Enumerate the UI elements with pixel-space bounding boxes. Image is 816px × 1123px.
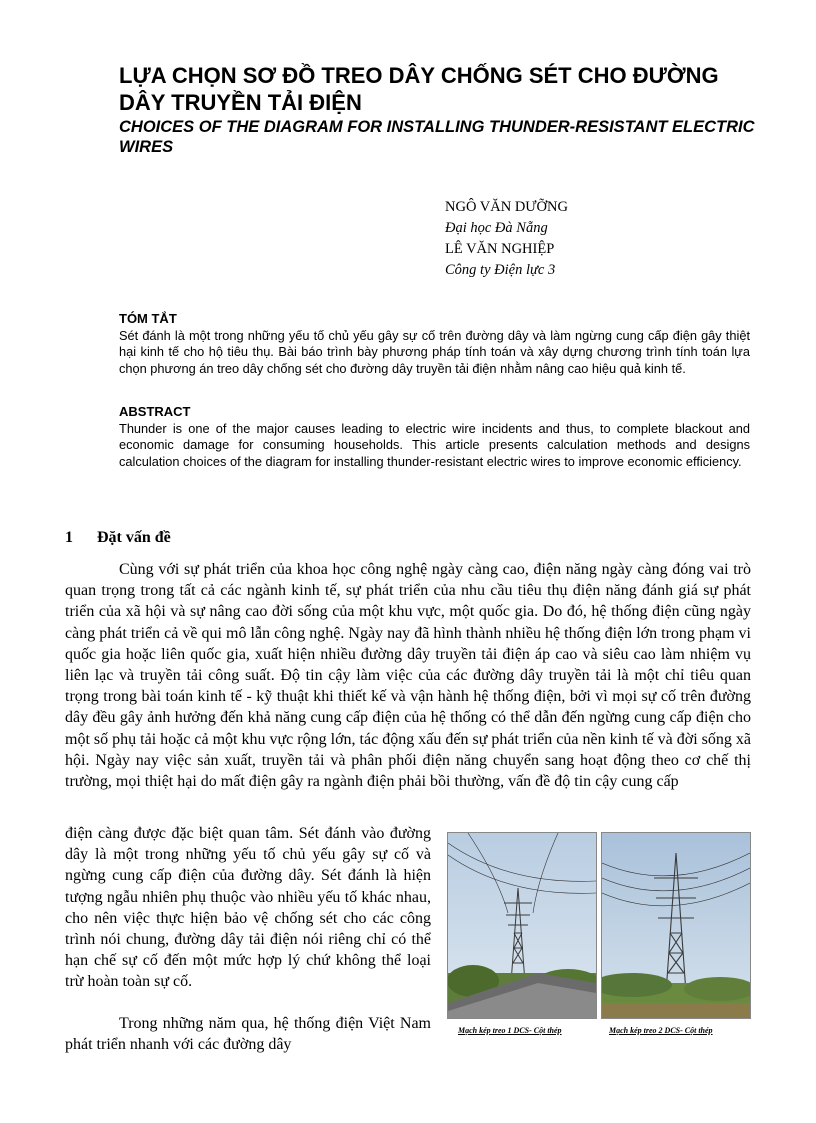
- tower-photo-figure: [443, 827, 749, 1049]
- tom-tat-text: Sét đánh là một trong những yếu tố chủ yếu gây sự cố trên đường dây và làm ngừng cung cấp điện gây thiệt hại kinh tế cho hộ tiêu thụ. Bài báo trình bày phương pháp tính toán và xây dựng chương trình tính toán lựa chọn phương án treo dây chống sét cho đường dây truyền tải điện nhằm nâng cao hiệu quả kinh tế.: [119, 328, 750, 376]
- body-paragraph: Trong những năm qua, hệ thống điện Việt Nam phát triển nhanh với các đường dây: [65, 1015, 431, 1054]
- abstract-section: [119, 404, 750, 470]
- body-paragraph: Cùng với sự phát triển của khoa học công nghệ ngày càng cao, điện năng ngày càng đóng vai trò quan trọng trong tất cả các ngành kinh tế, sự phát triển của nhu cầu tiêu thụ điện năng đánh giá sự phát triển của xã hội và sự nâng cao đời sống của một khu vực, một quốc gia. Do đó, hệ thống điện cũng ngày càng phát triển cả về qui mô lẫn công nghệ. Ngày nay đã hình thành nhiều hệ thống điện lớn trong phạm vi quốc gia hoặc liên quốc gia, xuất hiện nhiều đường dây truyền tải điện áp cao và siêu cao làm nhiệm vụ liên lạc và truyền tải công suất. Độ tin cậy làm việc của các đường dây truyền tải là một chỉ tiêu quan trọng trong bài toán kinh tế - kỹ thuật khi thiết kế và vận hành hệ thống điện, bởi vì mọi sự cố trên đường dây đều gây ảnh hưởng đến khả năng cung cấp điện của hệ thống có thể dẫn đến ngừng cung cấp điện cho một số phụ tải hoặc cả một khu vực rộng lớn, tác động xấu đến sự phát triển của nền kinh tế và đời sống xã hội. Ngày nay việc sản xuất, truyền tải và phân phối điện năng chuyển sang hoạt động theo cơ chế thị trường, mọi thiệt hại do mất điện gây ra ngành điện phải bồi thường, vấn đề độ tin cậy cung cấp: [65, 561, 751, 791]
- figure-caption-right: Mạch kép treo 2 DCS- Cột thép: [609, 1026, 713, 1035]
- paper-title-vietnamese: LỰA CHỌN SƠ ĐỒ TREO DÂY CHỐNG SÉT CHO ĐƯỜNG DÂY TRUYỀN TẢI ĐIỆN: [119, 63, 719, 115]
- author-block: [445, 197, 765, 281]
- body-paragraph-continued: điện càng được đặc biệt quan tâm. Sét đánh vào đường dây là một trong những yếu tố chủ yếu gây sự cố và ngừng cung cấp điện của đường dây. Sét đánh là hiện tượng ngẫu nhiên phụ thuộc vào nhiều yếu tố khác nhau, cho nên việc thực hiện bảo vệ chống sét cho các công trình nói chung, đường dây tải điện nói riêng chỉ có thể hạn chế sự cố đến một mức hợp lý chứ không thể loại trừ hoàn toàn sự cố.: [65, 825, 431, 991]
- tower-photo-left: [447, 832, 597, 1019]
- tom-tat-section: [119, 311, 750, 377]
- tower-photo-right: [601, 832, 751, 1019]
- author-name: LÊ VĂN NGHIỆP: [445, 241, 555, 257]
- abstract-text: Thunder is one of the major causes leading to electric wire incidents and thus, to complete blackout and economic damage for consuming households. This article presents calculation methods and designs calculation choices of the diagram for installing thunder-resistant electric wires to improve economic efficiency.: [119, 421, 750, 469]
- author-affiliation: Công ty Điện lực 3: [445, 262, 556, 278]
- abstract-heading: ABSTRACT: [119, 404, 191, 419]
- tom-tat-heading: TÓM TẮT: [119, 311, 177, 326]
- author-name: NGÔ VĂN DƯỠNG: [445, 199, 568, 215]
- paper-title-english: CHOICES OF THE DIAGRAM FOR INSTALLING THUNDER-RESISTANT ELECTRIC WIRES: [119, 118, 755, 156]
- section-heading: [65, 529, 171, 547]
- section-number: 1: [65, 529, 73, 546]
- author-affiliation: Đại học Đà Nẵng: [445, 220, 548, 236]
- section-title: Đặt vấn đề: [97, 529, 171, 546]
- figure-caption-left: Mạch kép treo 1 DCS- Cột thép: [458, 1026, 562, 1035]
